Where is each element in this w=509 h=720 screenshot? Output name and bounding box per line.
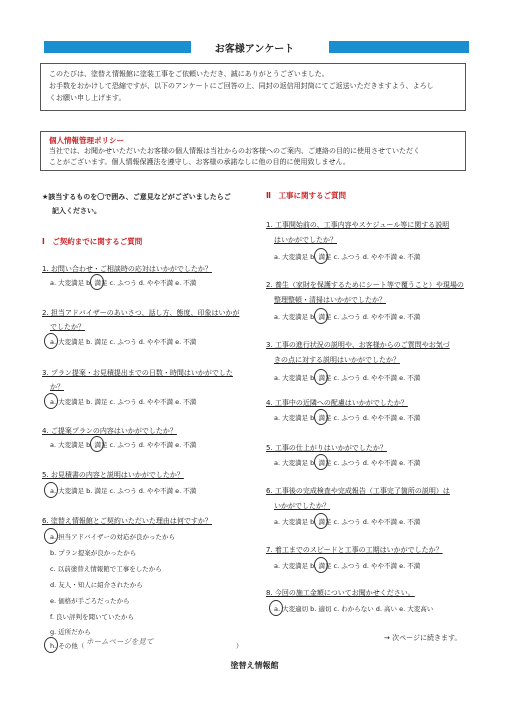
r-q6-options: a. 大変満足 b. 満足 c. ふつう d. やや不満 e. 不満	[274, 518, 421, 526]
handwritten-answer: ホームページを見て	[86, 637, 154, 646]
q6-item-g: g. 近所だから	[50, 628, 91, 636]
r-q5-options: a. 大変満足 b. 満足 c. ふつう d. やや不満 e. 不満	[274, 459, 421, 467]
l-q6-title: 6. 塗替え情報館とご契約いただいた理由は何ですか？	[42, 517, 212, 525]
r-q3-line1: 3. 工事の進行状況の説明や、お客様からのご質問やお気づ	[266, 341, 450, 349]
q6-item-d: d. 友人・知人に紹介されたから	[50, 581, 143, 589]
r-q5-line1: 5. 工事の仕上がりはいかがでしたか？	[266, 444, 387, 452]
privacy-line-2: ことがございます。個人情報保護法を遵守し、お客様の承諾なしに他の目的に使用致しません。	[49, 158, 350, 166]
l-q2-line2: でしたか？	[50, 323, 85, 331]
l-q2-line1: 2. 担当アドバイザーのあいさつ、話し方、態度、印象はいかが	[42, 309, 240, 317]
answer-circle	[314, 454, 328, 470]
r-q3-line2: きの点に対する説明はいかがでしたか？	[274, 356, 400, 364]
instruction-line-2: 記入ください。	[52, 207, 101, 215]
l-q5-line1: 5. お見積書の内容と説明はいかがでしたか？	[42, 471, 184, 479]
answer-circle	[44, 482, 58, 498]
l-q4-line1: 4. ご提案プランの内容はいかがでしたか？	[42, 427, 177, 435]
r-q8-options: a. 大変適切 b. 適切 c. わからない d. 高い e. 大変高い	[274, 605, 434, 613]
answer-circle	[90, 436, 104, 452]
answer-circle	[314, 409, 328, 425]
r-q2-options: a. 大変満足 b. 満足 c. ふつう d. やや不満 e. 不満	[274, 313, 421, 321]
q6-item-f: f. 良い評判を聞いていたから	[50, 613, 134, 621]
section1-title: Ⅰ ご契約までに関するご質問	[42, 237, 143, 246]
answer-circle	[44, 637, 58, 653]
r-q7-line1: 7. 着工までのスピードと工事の工期はいかがでしたか？	[266, 546, 443, 554]
answer-circle	[314, 308, 328, 324]
r-q3-options: a. 大変満足 b. 満足 c. ふつう d. やや不満 e. 不満	[274, 374, 421, 382]
r-q6-line1: 6. 工事後の完成検査や完成報告（工事完了箇所の説明）は	[266, 487, 450, 495]
r-q2-line1: 2. 養生（家財を保護するためにシート等で覆うこと）や現場の	[266, 281, 464, 289]
privacy-line-1: 当社では、お聞かせいただいたお客様の個人情報は当社からのお客様へのご案内、ご連絡の目的に使用させていただく	[49, 147, 420, 155]
r-q4-line1: 4. 工事中の近隣への配慮はいかがでしたか？	[266, 399, 408, 407]
answer-circle	[314, 513, 328, 529]
r-q4-options: a. 大変満足 b. 満足 c. ふつう d. やや不満 e. 不満	[274, 414, 421, 422]
l-q3-line1: 3. プラン提案・お見積提出までの日数・時間はいかがでした	[42, 369, 233, 377]
q6-item-c: c. 以前塗替え情報館で工事をしたから	[50, 565, 162, 573]
q6-item-a: a. 担当アドバイザーの対応が良かったから	[50, 533, 175, 541]
l-q1-options: a. 大変満足 b. 満足 c. ふつう d. やや不満 e. 不満	[50, 279, 197, 287]
answer-circle	[314, 557, 328, 573]
intro-line-1: このたびは、塗替え情報館に塗装工事をご依頼いただき、誠にありがとうございました。	[49, 70, 329, 78]
r-q8-line1: 8. 今回の施工金額についてお聞かせください。	[266, 589, 415, 597]
r-q1-line1: 1. 工事開始前の、工事内容やスケジュール等に関する説明	[266, 221, 450, 229]
next-page-note: → 次ページに続きます。	[384, 634, 462, 642]
answer-circle	[44, 528, 58, 544]
intro-line-3: くお願い申し上げます。	[49, 94, 126, 102]
l-q3-options: a. 大変満足 b. 満足 c. ふつう d. やや不満 e. 不満	[50, 398, 197, 406]
answer-circle	[90, 274, 104, 290]
l-q5-options: a. 大変満足 b. 満足 c. ふつう d. やや不満 e. 不満	[50, 487, 197, 495]
r-q1-options: a. 大変満足 b. 満足 c. ふつう d. やや不満 e. 不満	[274, 253, 421, 261]
answer-circle	[44, 333, 58, 349]
answer-circle	[44, 393, 58, 409]
privacy-title: 個人情報管理ポリシー	[49, 136, 124, 145]
footer-company: 塗替え情報館	[230, 661, 279, 670]
r-q6-line2: いかがでしたか？	[274, 502, 330, 510]
q6-item-h-close: ）	[236, 642, 243, 650]
instruction	[42, 190, 231, 218]
intro-box	[40, 63, 466, 111]
l-q3-line2: か？	[50, 383, 64, 391]
q6-item-b: b. プラン提案が良かったから	[50, 549, 137, 557]
l-q1-line1: 1. お問い合わせ・ご相談時の応対はいかがでしたか？	[42, 265, 212, 273]
privacy-box	[40, 131, 466, 171]
instruction-line-1: ★該当するものを〇で囲み、ご意見などがございましたらご	[42, 193, 231, 201]
answer-circle	[314, 248, 328, 264]
page-title: お客様アンケート	[214, 44, 295, 55]
r-q1-line2: はいかがでしたか？	[274, 236, 337, 244]
l-q2-options: a. 大変満足 b. 満足 c. ふつう d. やや不満 e. 不満	[50, 338, 197, 346]
l-q4-options: a. 大変満足 b. 満足 c. ふつう d. やや不満 e. 不満	[50, 441, 197, 449]
r-q7-options: a. 大変満足 b. 満足 c. ふつう d. やや不満 e. 不満	[274, 562, 421, 570]
section2-title: Ⅱ 工事に関するご質問	[266, 191, 346, 200]
intro-line-2: お手数をおかけして恐縮ですが、以下のアンケートにご回答の上、同封の返信用封筒にてご返送いただきますよう、よろし	[49, 82, 434, 90]
r-q2-line2: 整理整頓・清掃はいかがでしたか？	[274, 296, 386, 304]
answer-circle	[314, 369, 328, 385]
q6-item-h: h. その他（	[50, 642, 85, 650]
q6-item-e: e. 価格が手ごろだったから	[50, 597, 130, 605]
answer-circle	[269, 600, 283, 616]
